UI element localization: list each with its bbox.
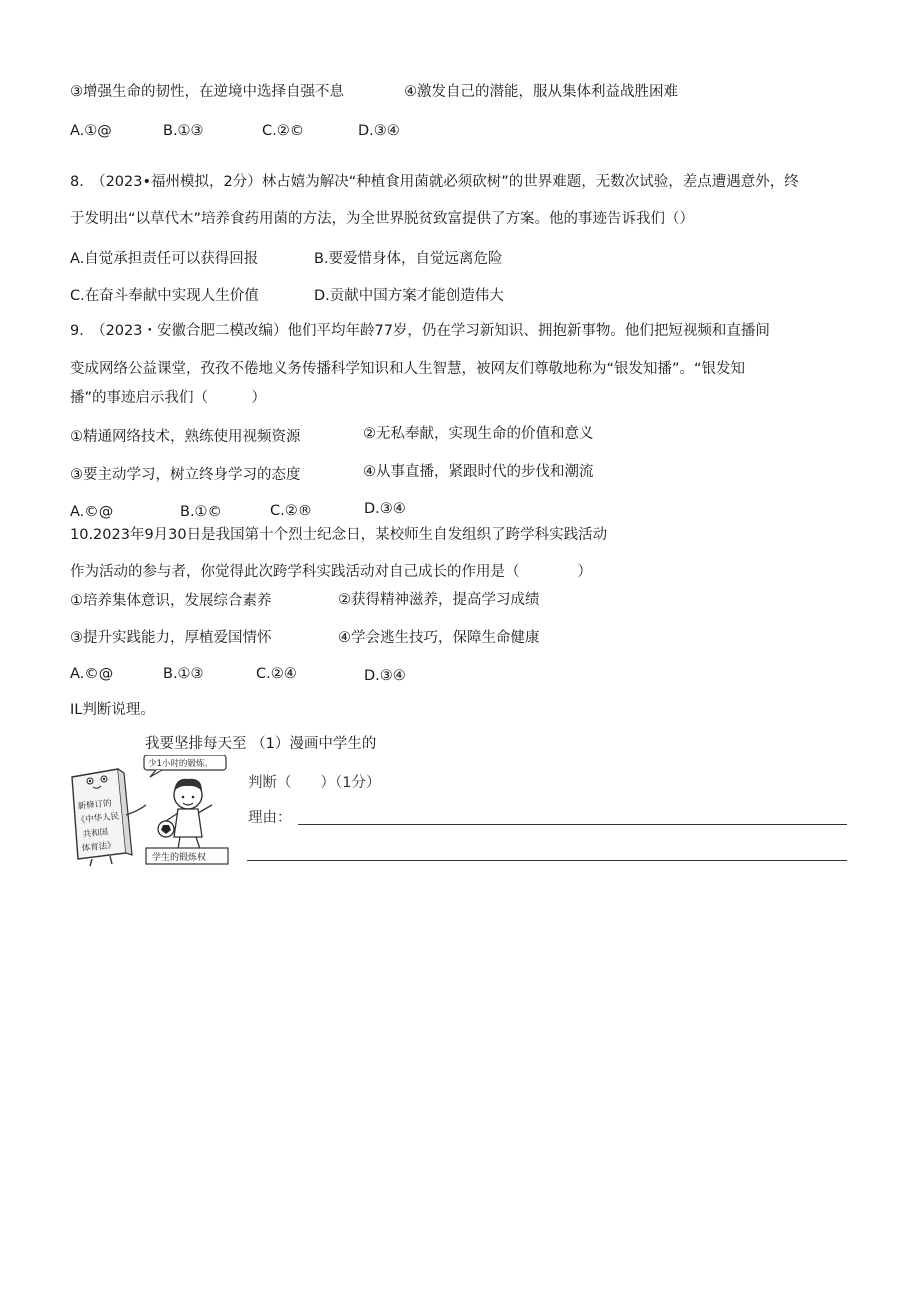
q9-option-a[interactable]: A.©@ (70, 504, 114, 520)
law-book-line-3: 共和国 (82, 827, 109, 840)
q8-stem-line-2: 于发明出“以草代木”培养食药用菌的方法，为全世界脱贫致富提供了方案。他的事迹告诉我们（） (70, 211, 695, 227)
q9-stem-line-2: 变成网络公益课堂，孜孜不倦地义务传播科学知识和人生智慧，被网友们尊敬地称为“银发知播”。“银发知 (70, 361, 746, 377)
q11-caption: 我要坚排每天至 （1）漫画中学生的 (145, 736, 377, 752)
q10-item-3: ③提升实践能力，厚植爱国情怀 (70, 630, 272, 646)
cartoon-illustration (66, 755, 242, 867)
q10-stem-line-1: 10.2023年9月30日是我国第十个烈士纪念日，某校师生自发组织了跨学科实践活动 (70, 527, 608, 543)
reason-answer-line-1[interactable] (298, 824, 847, 825)
q9-item-3: ③要主动学习，树立终身学习的态度 (70, 467, 301, 483)
q10-item-1: ①培养集体意识，发展综合素养 (70, 593, 272, 609)
q9-item-4: ④从事直播，紧跟时代的步伐和潮流 (363, 464, 594, 480)
speech-bubble-text: 少1小时的锻炼。 (148, 759, 213, 769)
q8-option-d[interactable]: D.贡献中国方案才能创造伟大 (314, 288, 504, 304)
q7-option-a[interactable]: A.①@ (70, 123, 112, 139)
law-book-line-4: 体育法》 (81, 840, 117, 854)
q9-option-c[interactable]: C.②® (270, 503, 313, 519)
rights-sign-text: 学生的锻炼权 (152, 853, 207, 863)
soccer-ball-icon (158, 821, 174, 837)
q10-stem-line-2: 作为活动的参与者，你觉得此次跨学科实践活动对自己成长的作用是（ ） (70, 564, 592, 580)
law-book-line-1: 新修订的 (77, 798, 113, 812)
q10-option-d[interactable]: D.③④ (364, 668, 406, 684)
q9-stem-line-1: 9. （2023・安徽合肥二模改编）他们平均年龄77岁，仍在学习新知识、拥抱新事物。他们把短视频和直播间 (70, 323, 770, 339)
q9-item-2: ②无私奉献，实现生命的价值和意义 (363, 426, 594, 442)
q7-option-b[interactable]: B.①③ (163, 123, 204, 139)
q10-option-b[interactable]: B.①③ (163, 666, 204, 682)
judgement-label: 判断（ ）（1分） (248, 775, 381, 791)
q10-item-4: ④学会逃生技巧，保障生命健康 (338, 630, 540, 646)
q7-option-d[interactable]: D.③④ (358, 123, 400, 139)
q7-item-4: ④激发自己的潜能，服从集体利益战胜困难 (404, 84, 678, 100)
student-figure (166, 779, 212, 849)
reason-answer-line-2[interactable] (247, 860, 847, 861)
q10-option-a[interactable]: A.©@ (70, 666, 114, 682)
q9-stem-line-3: 播”的事迹启示我们（ ） (70, 390, 267, 406)
q8-stem-line-1: 8. （2023•福州模拟，2分）林占嬉为解决“种植食用菌就必须砍树”的世界难题，无数次试验，差点遭遇意外，终 (70, 174, 799, 190)
q10-item-2: ②获得精神滋养，提高学习成绩 (338, 592, 540, 608)
q8-option-c[interactable]: C.在奋斗奉献中实现人生价值 (70, 288, 259, 304)
q7-item-3: ③增强生命的韧性，在逆境中选择自强不息 (70, 84, 344, 100)
reason-label: 理由： (248, 810, 292, 826)
q8-option-b[interactable]: B.要爱惜身体，自觉远离危险 (314, 251, 503, 267)
q8-option-a[interactable]: A.自觉承担责任可以获得回报 (70, 251, 259, 267)
q10-option-c[interactable]: C.②④ (256, 666, 297, 682)
q9-option-d[interactable]: D.③④ (364, 501, 406, 517)
q9-item-1: ①精通网络技术，熟练使用视频资源 (70, 429, 301, 445)
law-book-line-2: 《中华人民 (76, 811, 120, 826)
q9-option-b[interactable]: B.①© (180, 504, 223, 520)
q11-title: IL判断说理。 (70, 702, 155, 718)
q7-option-c[interactable]: C.②© (262, 123, 305, 139)
